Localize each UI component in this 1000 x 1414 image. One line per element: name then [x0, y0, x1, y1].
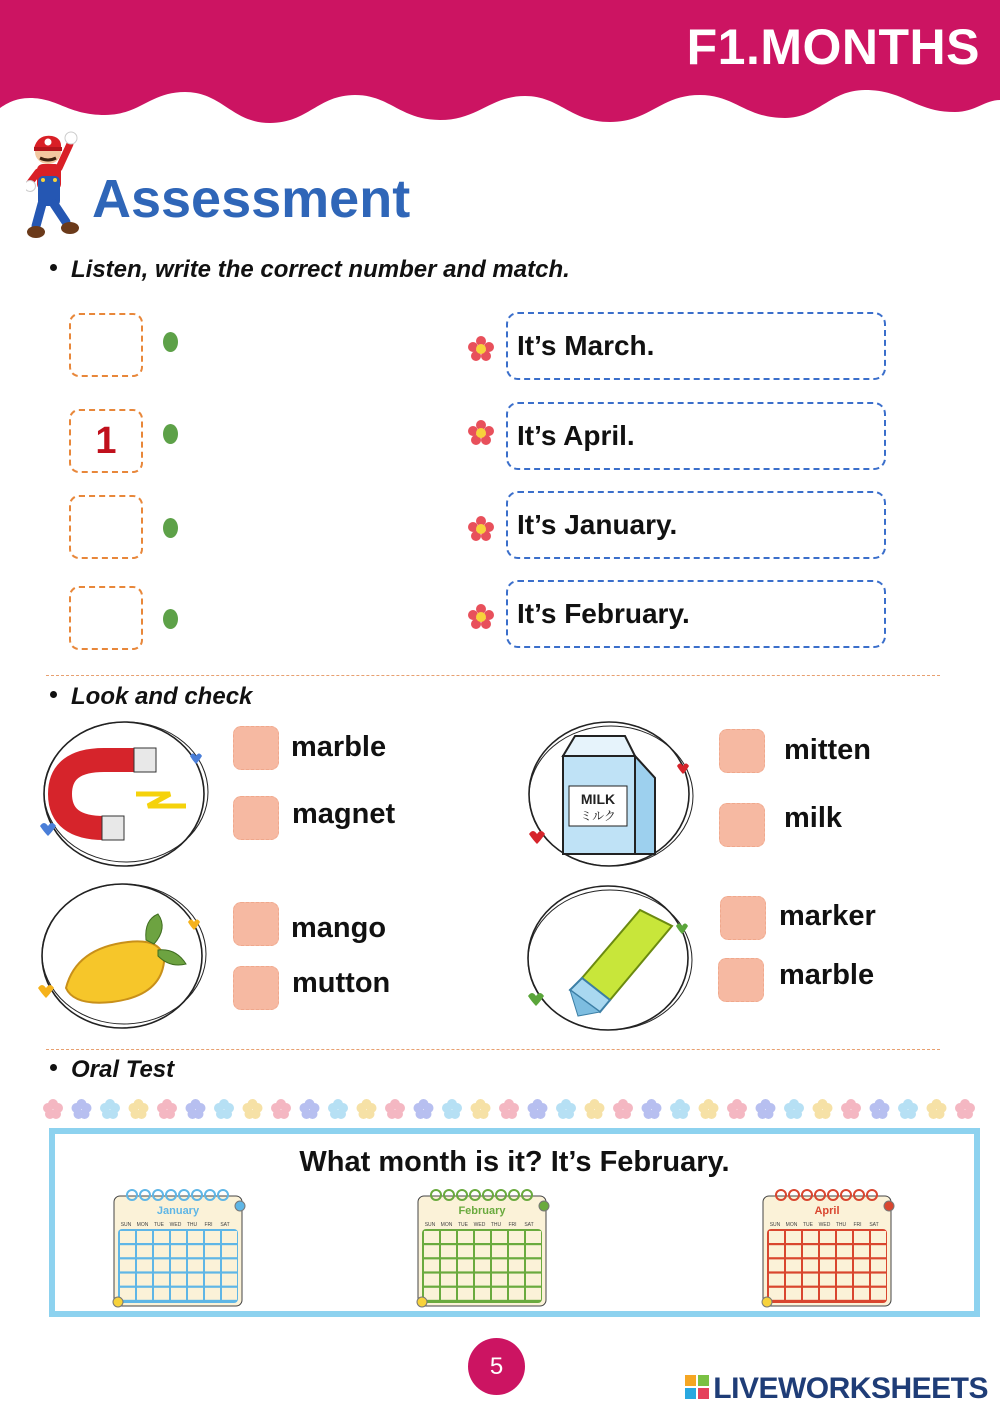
- calendar-weekday-label: MON: [136, 1222, 149, 1228]
- header-title: F1.MONTHS: [686, 19, 980, 75]
- calendar-weekday-label: SUN: [120, 1222, 132, 1228]
- decor-flower-icon: [385, 1099, 405, 1119]
- decor-flower-icon: [186, 1099, 206, 1119]
- liveworksheets-logo-icon: [685, 1375, 709, 1399]
- calendar-weekday-label: WED: [818, 1222, 831, 1228]
- listen-instruction-text: Listen, write the correct number and match.: [71, 256, 570, 283]
- match-dot-left-3[interactable]: [163, 518, 178, 538]
- decor-flower-icon: [528, 1099, 548, 1119]
- bullet-icon: [50, 691, 57, 698]
- decor-flower-icon: [955, 1099, 975, 1119]
- page-number: 5: [468, 1338, 525, 1395]
- decor-flower-icon: [100, 1099, 120, 1119]
- calendar-weekday-label: SUN: [769, 1222, 781, 1228]
- check-marble-2[interactable]: [718, 958, 764, 1002]
- option-word: mango: [291, 912, 387, 944]
- calendar-weekday-label: FRI: [508, 1222, 517, 1228]
- option-word: milk: [784, 802, 843, 834]
- check-marble-1[interactable]: [233, 726, 279, 770]
- calendar-weekday-label: SAT: [524, 1222, 534, 1228]
- bullet-icon: [50, 264, 57, 271]
- look-instruction-text: Look and check: [71, 683, 253, 710]
- decor-flower-icon: [613, 1099, 633, 1119]
- decor-flower-icon: [870, 1099, 890, 1119]
- decor-flower-icon: [670, 1099, 690, 1119]
- listen-instruction: [50, 256, 570, 284]
- oral-question: What month is it? It’s February.: [299, 1146, 730, 1178]
- check-mango[interactable]: [233, 902, 279, 946]
- decor-flower-icon: [243, 1099, 263, 1119]
- look-instruction: [50, 683, 252, 711]
- decor-flower-icon: [813, 1099, 833, 1119]
- section-title: Assessment: [92, 169, 411, 229]
- decor-flower-icon: [727, 1099, 747, 1119]
- check-mutton[interactable]: [233, 966, 279, 1010]
- calendar-weekday-label: FRI: [204, 1222, 213, 1228]
- calendar-weekday-label: THU: [490, 1222, 502, 1228]
- decor-flower-icon: [841, 1099, 861, 1119]
- answer-box-2[interactable]: It’s April.: [506, 402, 886, 470]
- decor-flower-icon: [784, 1099, 804, 1119]
- calendar-weekday-label: MON: [440, 1222, 453, 1228]
- decor-flower-icon: [357, 1099, 377, 1119]
- option-word: marker: [779, 900, 876, 932]
- calendar-weekday-label: WED: [473, 1222, 486, 1228]
- calendar-weekday-label: THU: [835, 1222, 847, 1228]
- decor-flower-icon: [157, 1099, 177, 1119]
- marker-picture: [522, 880, 698, 1036]
- calendar-weekday-label: TUE: [803, 1222, 813, 1228]
- oral-instruction: [50, 1056, 174, 1084]
- decor-flower-icon: [471, 1099, 491, 1119]
- match-dot-left-4[interactable]: [163, 609, 178, 629]
- decor-flower-icon: [585, 1099, 605, 1119]
- match-flower-icon-4[interactable]: [468, 604, 494, 630]
- calendar-month-label: February: [458, 1205, 506, 1217]
- oral-instruction-text: Oral Test: [71, 1056, 175, 1083]
- check-mitten[interactable]: [719, 729, 765, 773]
- flower-border-decoration: [40, 1096, 980, 1122]
- option-word: magnet: [292, 798, 396, 830]
- milk-picture: [523, 716, 699, 872]
- section-divider-1: [46, 675, 940, 676]
- match-dot-left-1[interactable]: [163, 332, 178, 352]
- calendar-weekday-label: MON: [785, 1222, 798, 1228]
- section-divider-2: [46, 1049, 940, 1050]
- number-input-1[interactable]: [69, 313, 143, 377]
- svg-text:MILK: MILK: [580, 791, 616, 807]
- decor-flower-icon: [756, 1099, 776, 1119]
- option-word: marble: [779, 959, 875, 991]
- decor-flower-icon: [43, 1099, 63, 1119]
- option-word: mitten: [784, 734, 871, 766]
- check-marker[interactable]: [720, 896, 766, 940]
- number-input-4[interactable]: [69, 586, 143, 650]
- number-input-2[interactable]: 1: [69, 409, 143, 473]
- calendar-weekday-label: WED: [169, 1222, 182, 1228]
- calendar-month-label: January: [156, 1205, 200, 1217]
- match-flower-icon-3[interactable]: [468, 516, 494, 542]
- calendar-weekday-label: THU: [186, 1222, 198, 1228]
- decor-flower-icon: [271, 1099, 291, 1119]
- decor-flower-icon: [442, 1099, 462, 1119]
- svg-text:ミルク: ミルク: [580, 809, 616, 823]
- mango-picture: [36, 878, 212, 1034]
- check-magnet[interactable]: [233, 796, 279, 840]
- option-word: mutton: [292, 967, 391, 999]
- decor-flower-icon: [699, 1099, 719, 1119]
- magnet-picture: [38, 716, 214, 872]
- answer-box-3[interactable]: It’s January.: [506, 491, 886, 559]
- bullet-icon: [50, 1064, 57, 1071]
- check-milk[interactable]: [719, 803, 765, 847]
- decor-flower-icon: [898, 1099, 918, 1119]
- calendar-april-icon[interactable]: [759, 1186, 899, 1310]
- calendar-weekday-label: TUE: [154, 1222, 164, 1228]
- decor-flower-icon: [129, 1099, 149, 1119]
- option-word: marble: [291, 731, 387, 763]
- decor-flower-icon: [556, 1099, 576, 1119]
- answer-box-4[interactable]: It’s February.: [506, 580, 886, 648]
- decor-flower-icon: [499, 1099, 519, 1119]
- decor-flower-icon: [927, 1099, 947, 1119]
- calendar-weekday-label: TUE: [458, 1222, 468, 1228]
- decor-flower-icon: [300, 1099, 320, 1119]
- brand-text: LIVEWORKSHEETS: [713, 1372, 988, 1405]
- match-flower-icon-2[interactable]: [468, 420, 494, 446]
- mascot-icon: [26, 128, 84, 246]
- match-flower-icon-1[interactable]: [468, 336, 494, 362]
- calendar-weekday-label: SAT: [869, 1222, 879, 1228]
- decor-flower-icon: [328, 1099, 348, 1119]
- calendar-weekday-label: SAT: [220, 1222, 230, 1228]
- calendar-january-icon[interactable]: [110, 1186, 250, 1310]
- calendar-weekday-label: SUN: [424, 1222, 436, 1228]
- number-input-3[interactable]: [69, 495, 143, 559]
- decor-flower-icon: [214, 1099, 234, 1119]
- decor-flower-icon: [414, 1099, 434, 1119]
- answer-box-1[interactable]: It’s March.: [506, 312, 886, 380]
- decor-flower-icon: [72, 1099, 92, 1119]
- calendar-month-label: April: [814, 1205, 840, 1217]
- match-dot-left-2[interactable]: [163, 424, 178, 444]
- decor-flower-icon: [642, 1099, 662, 1119]
- calendar-february-icon[interactable]: [414, 1186, 554, 1310]
- calendar-weekday-label: FRI: [853, 1222, 862, 1228]
- brand-logo[interactable]: [685, 1372, 988, 1406]
